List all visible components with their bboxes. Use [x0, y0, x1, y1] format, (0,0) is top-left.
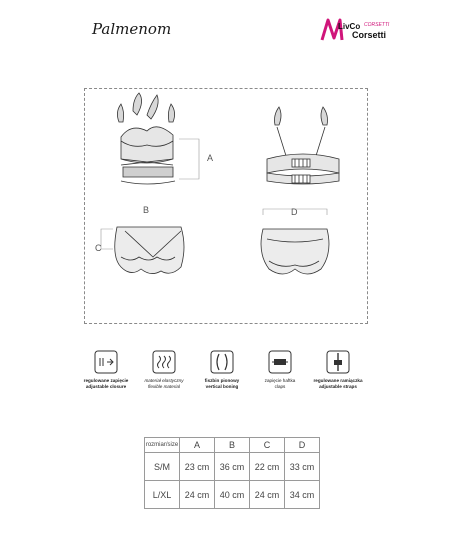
size-table-corner: rozmiar/size [145, 438, 180, 453]
size-table [144, 437, 320, 509]
feature-vertical-boning [194, 350, 250, 390]
size-table-header [145, 438, 320, 453]
table-row [145, 453, 320, 481]
features-row [78, 350, 378, 420]
hook-clasp-icon [268, 350, 292, 374]
column-header-d: D [285, 438, 320, 453]
table-cell: 33 cm [285, 453, 320, 481]
feature-label-pl: materiał elastyczny [144, 378, 184, 383]
technical-drawing-frame [84, 88, 368, 324]
feature-label-en: flexible material [148, 384, 180, 389]
table-cell: 23 cm [180, 453, 215, 481]
adjustable-straps-icon [326, 350, 350, 374]
table-cell: 34 cm [285, 481, 320, 509]
feature-label-pl: zapięcie haftka [264, 378, 296, 383]
feature-label-en: adjustable straps [319, 384, 357, 389]
table-row [145, 481, 320, 509]
table-cell: 22 cm [250, 453, 285, 481]
table-cell: 36 cm [215, 453, 250, 481]
bra-back-drawing [267, 107, 339, 184]
lingerie-drawings [85, 89, 367, 323]
dimension-c-label: C [95, 243, 102, 253]
feature-label-en: adjustable closure [85, 384, 127, 389]
feature-label-pl: regulowane zapięcie [83, 378, 129, 383]
brand-tagline: CORSETTI [364, 22, 390, 28]
panties-front-drawing [115, 227, 184, 274]
feature-flexible-material [136, 350, 192, 390]
brand-logo [318, 14, 398, 48]
dimension-d-label: D [291, 207, 298, 217]
table-cell: 24 cm [180, 481, 215, 509]
product-name: Palmenom [92, 20, 172, 38]
feature-label-pl: regulowane ramiączka [313, 378, 363, 383]
dimension-a-label: A [207, 153, 214, 163]
feature-label-en: vertical boning [205, 384, 239, 389]
row-size-label: S/M [145, 453, 180, 481]
panties-back-drawing [261, 229, 329, 274]
row-size-label: L/XL [145, 481, 180, 509]
column-header-a: A [180, 438, 215, 453]
column-header-b: B [215, 438, 250, 453]
vertical-boning-icon [210, 350, 234, 374]
dimension-b-label: B [143, 205, 150, 215]
brand-name-top: LivCo [338, 22, 361, 31]
feature-label-pl: fiszbin pionowy [204, 378, 240, 383]
feature-adjustable-straps [310, 350, 366, 390]
feature-adjustable-closure [78, 350, 134, 390]
flexible-material-icon [152, 350, 176, 374]
feature-hook-clasp [252, 350, 308, 390]
table-cell: 40 cm [215, 481, 250, 509]
bra-front-drawing [117, 93, 175, 184]
adjustable-closure-icon [94, 350, 118, 374]
brand-name-bottom: Corsetti [352, 30, 387, 40]
feature-label-en: claps [274, 384, 286, 389]
table-cell: 24 cm [250, 481, 285, 509]
column-header-c: C [250, 438, 285, 453]
